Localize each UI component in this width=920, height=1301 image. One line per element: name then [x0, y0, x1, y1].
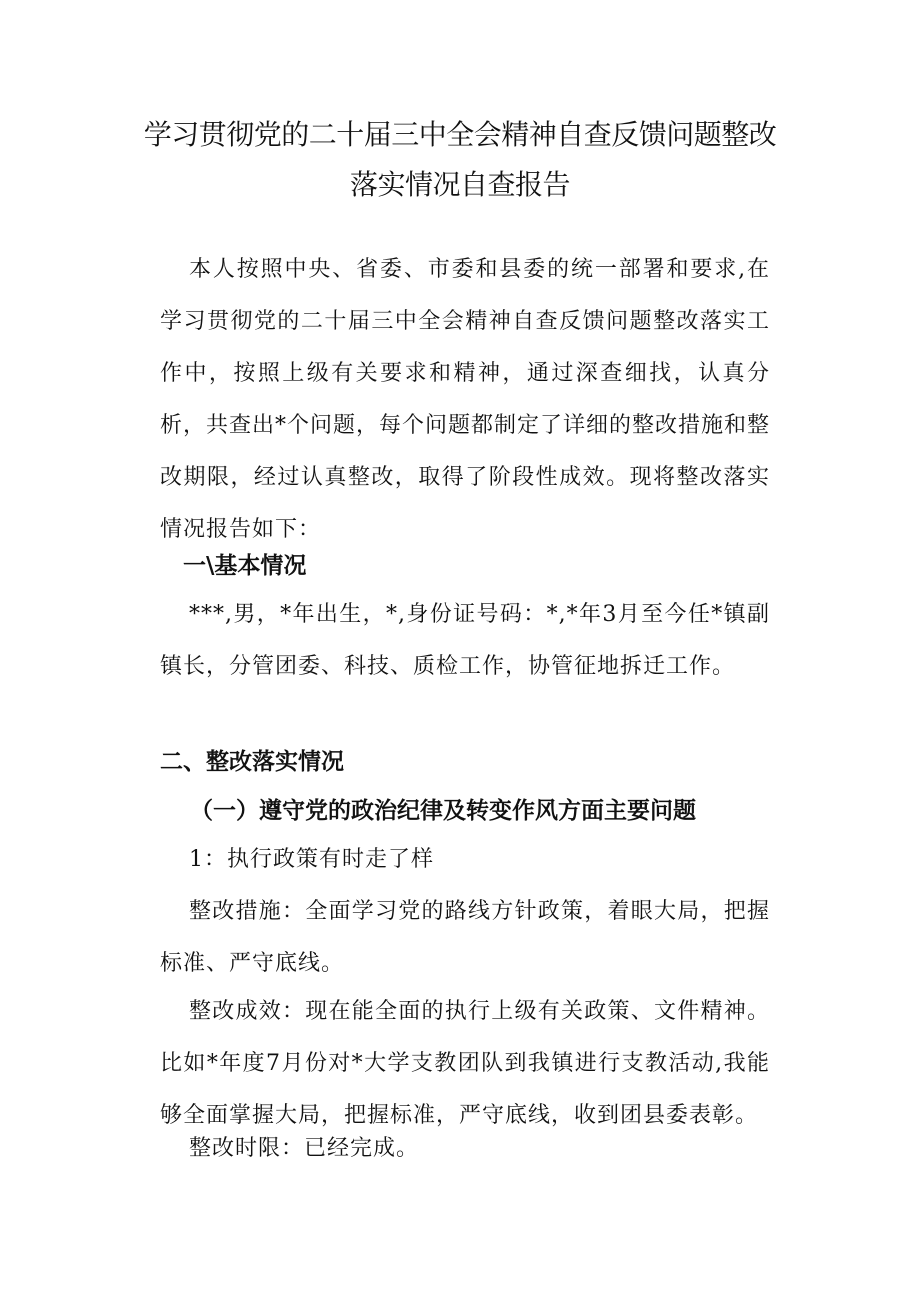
intro-paragraph: 本人按照中央、省委、市委和县委的统一部署和要求,在学习贯彻党的二十届三中全会精神自查反馈问题整改落实工作中，按照上级有关要求和精神，通过深查细找，认真分析，共查出*个问题，每个问题都制定了详细的整改措施和整改期限，经过认真整改，取得了阶段性成效。现将整改落实情况报告如下： — [160, 257, 771, 542]
rectification-measures: 整改措施：全面学习党的路线方针政策，着眼大局，把握标准、严守底线。 — [160, 899, 770, 976]
section-2-subheading: （一）遵守党的政治纪律及转变作风方面主要问题 — [190, 798, 696, 824]
section-1-body: ***,男，*年出生，*,身份证号码：*,*年3月至今任*镇副镇长，分管团委、科技、质检工作，协管征地拆迁工作。 — [160, 602, 770, 679]
rectification-deadline: 整改时限：已经完成。 — [189, 1136, 420, 1161]
section-1-heading: 一\基本情况 — [183, 553, 307, 579]
document-title-line-2: 落实情况自查报告 — [349, 168, 570, 201]
section-2-heading: 二、整改落实情况 — [160, 749, 344, 775]
document-title-line-1: 学习贯彻党的二十届三中全会精神自查反馈问题整改 — [143, 118, 777, 151]
problem-item-1: 1：执行政策有时走了样 — [189, 847, 434, 872]
rectification-results: 整改成效：现在能全面的执行上级有关政策、文件精神。比如*年度7月份对*大学支教团队到我镇进行支教活动,我能够全面掌握大局，把握标准，严守底线，收到团县委表彰。 — [160, 999, 770, 1128]
